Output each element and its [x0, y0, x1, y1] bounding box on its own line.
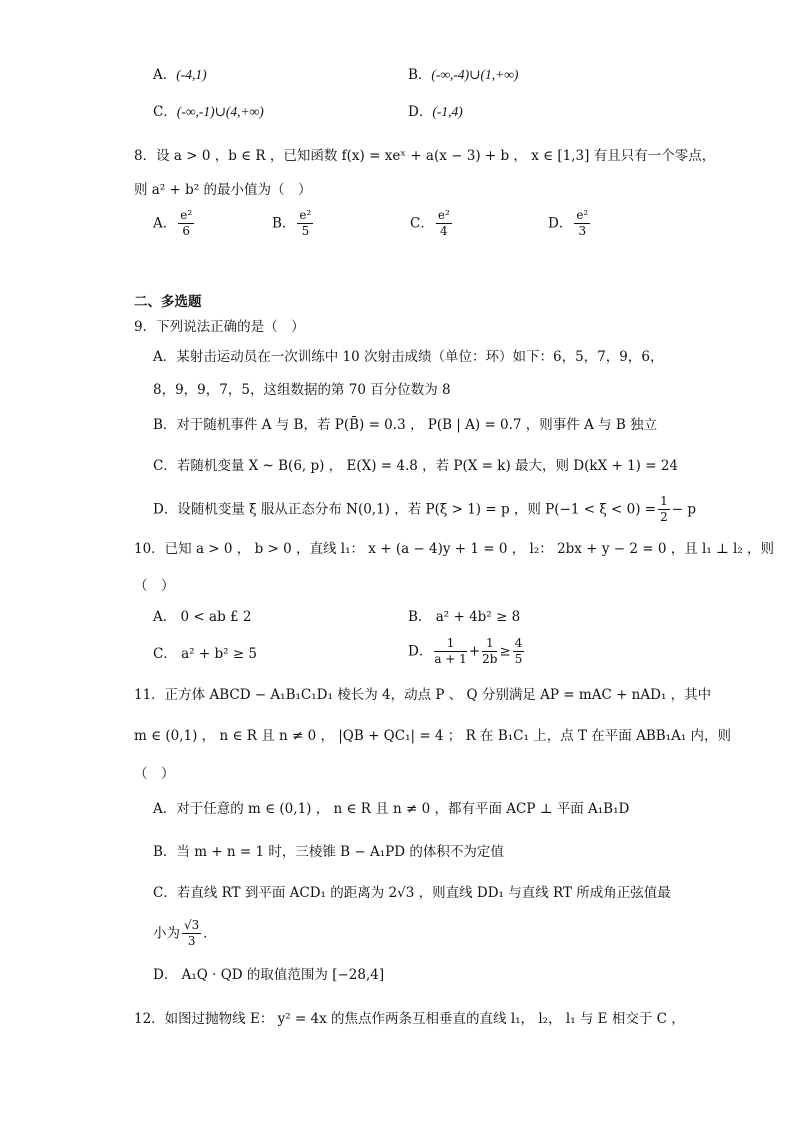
plus-sign: + [468, 643, 481, 660]
fraction [482, 636, 497, 667]
q11-option-b: B．当 m + n = 1 时，三棱锥 B − A₁PD 的体积不为定值 [153, 844, 504, 860]
section-title: 二、多选题 [134, 294, 202, 310]
option-label: D． [548, 215, 573, 232]
q9-option-b: B．对于随机事件 A 与 B，若 P(B̄) = 0.3 ， P(B | A) = 0.7 ，则事件 A 与 B 独立 [153, 417, 658, 433]
q8-stem-line1: 8．设 a > 0 ，b ∈ R ，已知函数 f(x) = xeˣ + a(x − 3) + b ， x ∈ [1,3] 有且只有一个零点， [134, 148, 716, 164]
fraction [513, 636, 525, 667]
fraction-numerator: e² [437, 208, 450, 222]
q10-option-b: B． a² + 4b² ≥ 8 [408, 609, 521, 625]
fraction [178, 208, 194, 239]
fraction [436, 208, 452, 239]
q10-option-d [408, 636, 526, 667]
q9-option-a-line1: A．某射击运动员在一次训练中 10 次射击成绩（单位：环）如下：6，5，7，9，6， [153, 349, 664, 365]
option-label: A． [153, 67, 177, 83]
fraction-denominator: 5 [514, 652, 523, 666]
q11-option-a: A．对于任意的 m ∈ (0,1) ， n ∈ R 且 n ≠ 0 ，都有平面 ACP ⊥ 平面 A₁B₁D [153, 801, 630, 817]
q7-option-c [153, 103, 264, 121]
q10-paren: （ ） [134, 578, 175, 594]
option-label: B． [408, 67, 432, 83]
q12-stem-line1: 12．如图过抛物线 E： y² = 4x 的焦点作两条互相垂直的直线 l₁， l₂， l₁ 与 E 相交于 C ， [134, 1011, 685, 1027]
option-text: D．设随机变量 ξ 服从正态分布 N(0,1) ，若 P(ξ > 1) = p ，则 P(−1 < ξ < 0) = [153, 501, 657, 518]
q9-option-a-line2: 8，9，9，7，5，这组数据的第 70 百分位数为 8 [153, 382, 451, 398]
option-expr: (-∞,-4)∪(1,+∞) [431, 67, 519, 82]
fraction [434, 636, 466, 667]
q8-stem-line2: 则 a² + b² 的最小值为（ ） [134, 182, 312, 198]
fraction-denominator: 3 [187, 934, 196, 948]
q7-option-b [408, 66, 518, 84]
q8-option-a [153, 208, 196, 239]
q11-stem-line2: m ∈ (0,1) ， n ∈ R 且 n ≠ 0 ， |QB + QC₁| = 4 ； R 在 B₁C₁ 上，点 T 在平面 ABB₁A₁ 内，则 [134, 728, 732, 744]
fraction-numerator: √3 [184, 918, 200, 932]
fraction-numerator: e² [299, 208, 312, 222]
fraction-denominator: 2 [660, 510, 668, 524]
fraction-numerator: 1 [434, 636, 466, 652]
option-label: B． [272, 215, 296, 232]
q11-option-d: D． A₁Q · QD 的取值范围为 [−28,4] [153, 967, 385, 983]
option-label: D． [408, 643, 433, 660]
q8-option-b [272, 208, 315, 239]
ge-sign: ≥ [499, 643, 511, 660]
q10-option-c: C． a² + b² ≥ 5 [153, 646, 258, 662]
q9-option-d [153, 494, 696, 525]
option-label: C． [153, 104, 177, 120]
option-text: 小为 [153, 925, 180, 942]
fraction-numerator: 1 [660, 494, 668, 508]
fraction-numerator: 4 [514, 636, 523, 650]
option-text: − p [671, 501, 697, 518]
fraction [574, 208, 590, 239]
fraction-denominator: 5 [301, 224, 310, 238]
fraction-denominator: 2b [482, 652, 498, 666]
option-expr: (-∞,-1)∪(4,+∞) [176, 104, 264, 119]
fraction-numerator: e² [180, 208, 193, 222]
fraction-denominator: 3 [578, 224, 587, 238]
option-label: C． [410, 215, 434, 232]
fraction [658, 494, 670, 525]
fraction [297, 208, 313, 239]
fraction [182, 918, 201, 949]
q7-option-a [153, 66, 207, 84]
option-expr: (-1,4) [432, 104, 463, 119]
q8-option-d [548, 208, 592, 239]
q8-option-c [410, 208, 454, 239]
q11-option-c-line2 [153, 918, 217, 949]
option-text: ． [203, 925, 217, 942]
option-label: D． [408, 104, 433, 120]
q10-option-a: A． 0 < ab £ 2 [153, 609, 252, 625]
q9-stem: 9．下列说法正确的是（ ） [134, 319, 305, 335]
fraction-denominator: 4 [439, 224, 448, 238]
option-expr: (-4,1) [176, 67, 207, 82]
q7-option-d [408, 103, 463, 121]
option-label: A． [153, 215, 177, 232]
q11-paren: （ ） [134, 766, 175, 782]
fraction-denominator: 6 [182, 224, 191, 238]
q11-option-c-line1: C．若直线 RT 到平面 ACD₁ 的距离为 2√3 ，则直线 DD₁ 与直线 RT 所成角正弦值最 [153, 885, 671, 901]
fraction-denominator: a + 1 [434, 652, 467, 666]
q9-option-c: C．若随机变量 X ~ B(6, p) ， E(X) = 4.8 ，若 P(X = k) 最大，则 D(kX + 1) = 24 [153, 458, 679, 474]
fraction-numerator: 1 [482, 636, 497, 652]
q11-stem-line1: 11．正方体 ABCD − A₁B₁C₁D₁ 棱长为 4，动点 P 、 Q 分别满足 AP = mAC + nAD₁ ，其中 [134, 687, 712, 703]
fraction-numerator: e² [576, 208, 589, 222]
q10-stem: 10．已知 a > 0 ， b > 0 ，直线 l₁： x + (a − 4)y + 1 = 0 ， l₂： 2bx + y − 2 = 0 ，且 l₁ ⊥ l₂ ，则 [134, 541, 775, 557]
